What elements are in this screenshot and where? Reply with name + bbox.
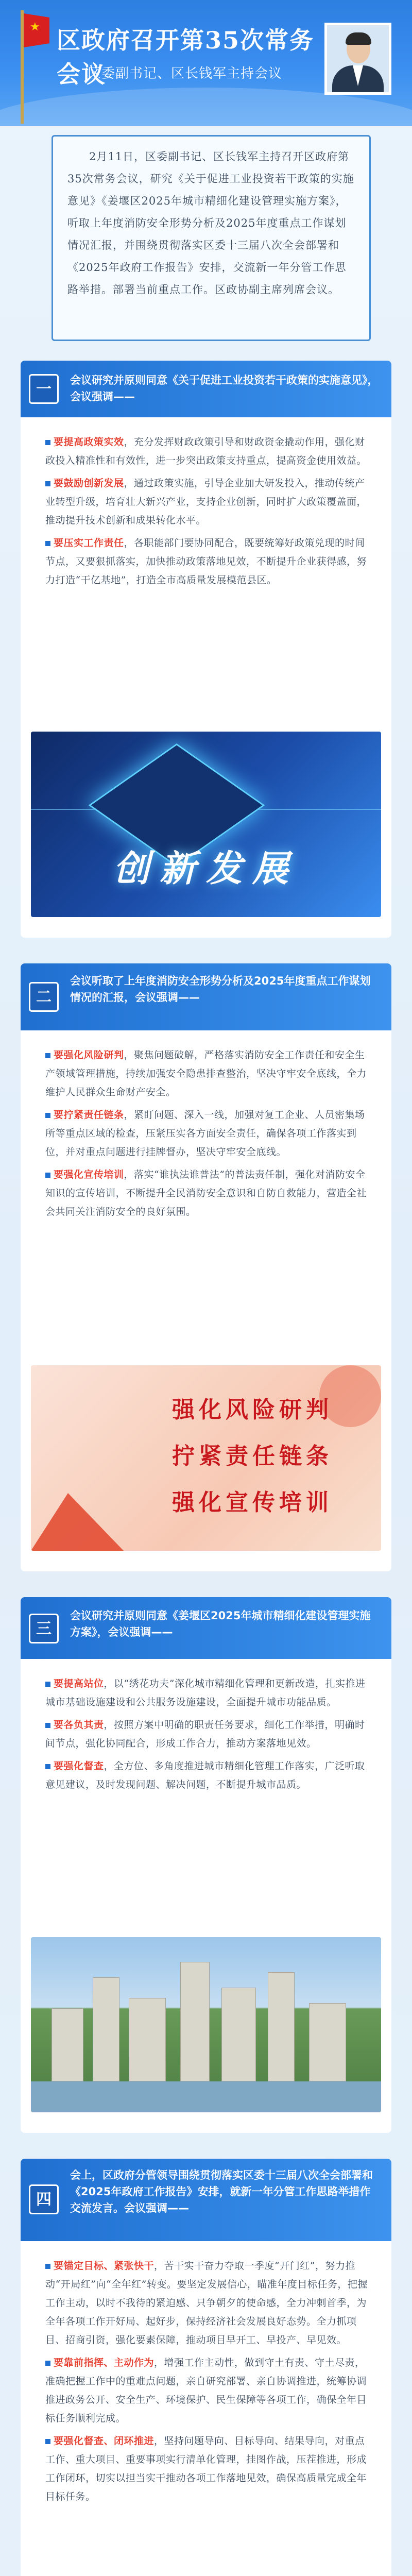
list-item: 要锚定目标、紧张快干，苦干实干奋力夺取一季度“开门红”，努力推动“开局红”向“全年红”转变。要坚定发展信心，瞄准年度目标任务，把握工作主动，以时不我待的紧迫感、只争朝夕的使命感，全力冲刺首季，为全年各项工作开好局、起好步，保持经济社会发展良好态势。全力抓项目、招商引资，强化要素保障，推动项目早开工、早投产、早见效。: [45, 2260, 368, 2346]
bullet-icon: [45, 1053, 50, 1058]
safety-banner-line-1: 强化风险研判: [172, 1397, 333, 1423]
section-3-number: 三: [29, 1614, 59, 1643]
list-item: 要各负其责，按照方案中明确的职责任务要求，细化工作举措，明确时间节点，强化协同配合，形成工作合力，推动方案落地见效。: [45, 1719, 365, 1749]
section-4-number: 四: [29, 2184, 59, 2214]
list-item: 要鼓励创新发展，通过政策实施，引导企业加大研发投入，推动传统产业转型升级，培育壮大新兴产业，支持企业创新，同时扩大政策覆盖面，推动提升技术创新和成果转化水平。: [45, 478, 367, 526]
flag-pole: [21, 10, 24, 124]
list-item: 要提高站位，以“绣花功夫”深化城市精细化管理和更新改造，扎实推进城市基础设施建设和公共服务设施建设，全面提升城市功能品质。: [45, 1678, 366, 1708]
section-4-header: [21, 2159, 391, 2241]
header-banner: [0, 0, 412, 126]
section-3: [21, 1597, 391, 2133]
river: [31, 2081, 381, 2112]
building: [52, 2008, 83, 2081]
avatar-hair: [346, 32, 371, 45]
section-1-body: [45, 433, 375, 594]
bullet-icon: [45, 1682, 50, 1687]
bullet-icon: [45, 1723, 50, 1728]
city-photo: [31, 1937, 381, 2112]
safety-banner-image: [31, 1365, 381, 1551]
safety-banner-line-2: 拧紧责任链条: [172, 1443, 333, 1469]
avatar: [324, 23, 391, 95]
list-item: 要强化督查、闭环推进，坚持问题导向、目标导向、结果导向，对重点工作、重大项目、重要事项实行清单化管理，挂图作战，压茬推进，形成工作闭环，切实以担当实干推动各项工作落地见效，确保高质量完成全年目标任务。: [45, 2435, 367, 2502]
bullet-icon: [45, 481, 50, 486]
safety-banner-line-3: 强化宣传培训: [172, 1489, 333, 1516]
bullet-icon: [45, 2264, 50, 2269]
intro-box: [52, 135, 371, 341]
list-item: 要强化督查，全方位、多角度推进城市精细化管理工作落实，广泛听取意见建议，及时发现问题、解决问题，不断提升城市品质。: [45, 1760, 365, 1790]
decor-shape: [31, 1479, 124, 1551]
list-item: 要拧紧责任链条，紧盯问题、深入一线，加强对复工企业、人员密集场所等重点区域的检查，压紧压实各方面安全责任，确保各项工作落实到位，并对重点问题进行挂牌督办，坚决守牢安全底线。: [45, 1109, 365, 1158]
intro-text: 2月11日，区委副书记、区长钱军主持召开区政府第35次常务会议，研究《关于促进工业投资若干政策的实施意见》《姜堰区2025年城市精细化建设管理实施方案》，听取上年度消防安全形势分析及2025年度重点工作谋划情况汇报，并围绕贯彻落实区委十三届八次全会部署和《2025年政府工作报告》安排，交流新一年分管工作思路举措。部署当前重点工作。区政协副主席列席会议。: [67, 150, 354, 296]
section-1-title: 会议研究并原则同意《关于促进工业投资若干政策的实施意见》，会议强调——: [70, 374, 379, 403]
section-2-header: [21, 963, 391, 1030]
section-2-body: [45, 1046, 375, 1225]
star-icon: ★: [30, 21, 40, 33]
section-2: [21, 963, 391, 1571]
building: [129, 1998, 166, 2081]
bullet-icon: [45, 1173, 50, 1178]
section-3-title: 会议研究并原则同意《姜堰区2025年城市精细化建设管理实施方案》，会议强调——: [70, 1609, 371, 1638]
section-2-title: 会议听取了上年度消防安全形势分析及2025年度重点工作谋划情况的汇报，会议强调——: [70, 975, 371, 1004]
building: [180, 1962, 210, 2081]
list-item: 要靠前指挥、主动作为，增强工作主动性，做到守土有责、守土尽责，准确把握工作中的重难点问题，亲自研究部署、亲自协调推进，统筹协调推进政务公开、安全生产、环境保护、民生保障等各项工作，确保全年目标任务顺利完成。: [45, 2357, 367, 2424]
section-2-number: 二: [29, 982, 59, 1012]
section-3-header: [21, 1597, 391, 1659]
innovation-image-text: 创新发展: [113, 847, 299, 890]
section-1-number: 一: [29, 374, 59, 404]
building: [93, 1977, 119, 2081]
building: [309, 2003, 346, 2081]
building: [268, 1972, 295, 2081]
section-4-title: 会上，区政府分管领导围绕贯彻落实区委十三届八次全会部署和《2025年政府工作报告》安排，就新一年分管工作思路举措作交流发言。会议强调——: [70, 2169, 373, 2214]
section-4-body: [45, 2257, 375, 2510]
list-item: 要强化宣传培训，落实“谁执法谁普法”的普法责任制，强化对消防安全知识的宣传培训，不断提升全民消防安全意识和自防自救能力，营造全社会共同关注消防安全的良好氛围。: [45, 1169, 367, 1217]
page-subtitle: 区委副书记、区长钱军主持会议: [88, 66, 283, 81]
section-3-body: [45, 1674, 375, 1798]
bullet-icon: [45, 541, 50, 546]
list-item: 要提高政策实效，充分发挥财政政策引导和财政资金撬动作用，强化财政投入精准性和有效性，进一步突出政策支持重点，提高资金使用效益。: [45, 436, 367, 466]
section-1-header: [21, 361, 391, 417]
bullet-icon: [45, 440, 50, 445]
bullet-icon: [45, 1764, 50, 1769]
building: [221, 1988, 256, 2081]
page-title: 区政府召开第35次常务会议: [57, 26, 315, 88]
bullet-icon: [45, 2439, 50, 2444]
bullet-icon: [45, 1113, 50, 1118]
bullet-icon: [45, 2361, 50, 2366]
innovation-image: [31, 732, 381, 917]
list-item: 要强化风险研判，聚焦问题破解，严格落实消防安全工作责任和安全生产领域管理措施，持续加强安全隐患排查整治，坚决守牢安全底线，全力维护人民群众生命财产安全。: [45, 1049, 367, 1098]
section-1: [21, 361, 391, 938]
list-item: 要压实工作责任，各职能部门要协同配合，既要统筹好政策兑现的时间节点，又要狠抓落实，加快推动政策落地见效，不断提升企业获得感，努力打造“干亿基地”，打造全市高质量发展模范县区。: [45, 537, 367, 586]
section-4: [21, 2159, 391, 2576]
